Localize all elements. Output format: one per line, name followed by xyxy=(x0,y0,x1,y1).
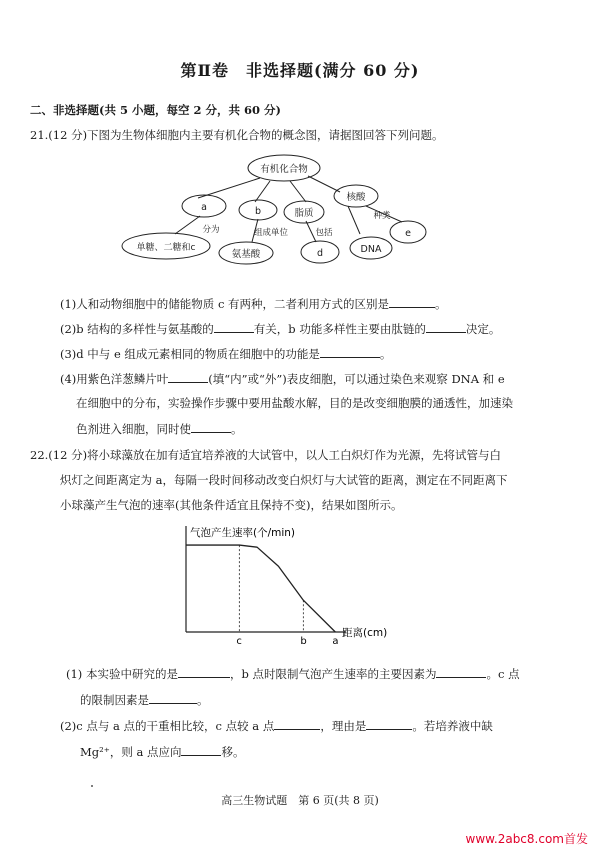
answer-blank xyxy=(168,371,208,383)
edge-lipid-label: 包括 xyxy=(315,228,333,238)
x-tick-c: c xyxy=(236,636,242,647)
answer-blank xyxy=(274,718,320,730)
answer-blank xyxy=(214,321,254,333)
page-title: 第Ⅱ卷 非选择题(满分 60 分) xyxy=(180,61,420,80)
node-dna-label: DNA xyxy=(360,244,382,255)
node-d-label: d xyxy=(316,248,324,259)
answer-blank xyxy=(436,666,486,678)
edge-root-lipid xyxy=(290,181,306,202)
q21-item-4-line3: 色剂进入细胞，同时使 。 xyxy=(76,422,243,436)
edge-a-mono xyxy=(175,216,200,234)
node-e-label: e xyxy=(405,228,411,239)
q21-item-4-line2: 在细胞中的分布，实验操作步骤中要用盐酸水解，目的是改变细胞膜的通透性，加速染 xyxy=(76,396,513,410)
question-22-stem-line3: 小球藻产生气泡的速率(其他条件适宜且保持不变)，结果如图所示。 xyxy=(60,498,403,512)
question-22-stem-line2: 炽灯之间距离定为 a，每隔一段时间移动改变白炽灯与大试管的距离，测定在不同距离下 xyxy=(60,473,508,487)
answer-blank xyxy=(366,718,412,730)
edge-nucleic-dna xyxy=(348,206,360,234)
q22-item-1: (1) 本实验中研究的是 ，b 点时限制气泡产生速率的主要因素为 。c 点 xyxy=(66,667,520,681)
q21-item-2: (2)b 结构的多样性与氨基酸的 有关，b 功能多样性主要由肽链的 决定。 xyxy=(60,322,501,336)
rate-distance-chart xyxy=(170,520,410,650)
y-axis-label: 气泡产生速率(个/min) xyxy=(190,527,296,539)
q22-item-2-line2: Mg²⁺，则 a 点应向 移。 xyxy=(80,745,245,759)
edge-nucleic-label: 种类 xyxy=(373,211,391,221)
series-line xyxy=(186,545,335,632)
x-axis-label: 距离(cm) xyxy=(342,627,388,639)
section-heading: 二、非选择题(共 5 小题，每空 2 分，共 60 分) xyxy=(30,103,281,117)
node-a-label: a xyxy=(201,202,207,213)
watermark: www.2abc8.com首发 xyxy=(465,832,588,846)
q22-item-2: (2)c 点与 a 点的干重相比较，c 点较 a 点 ，理由是 。若培养液中缺 xyxy=(60,719,493,733)
edge-b-label: 组成单位 xyxy=(253,228,289,238)
q21-item-1: (1)人和动物细胞中的储能物质 c 有两种，二者利用方式的区别是 。 xyxy=(60,297,447,311)
node-amino-label: 氨基酸 xyxy=(231,249,261,260)
q21-item-4: (4)用紫色洋葱鳞片叶 (填“内”或“外”)表皮细胞，可以通过染色来观察 DNA 和 e xyxy=(60,372,505,386)
question-21-stem: 21.(12 分)下图为生物体细胞内主要有机化合物的概念图，请据图回答下列问题。 xyxy=(30,128,444,142)
x-tick-a: a xyxy=(332,636,339,647)
edge-root-b xyxy=(255,181,270,202)
answer-blank xyxy=(191,421,231,433)
concept-map-diagram xyxy=(120,150,450,268)
scan-dot xyxy=(91,785,93,787)
node-b-label: b xyxy=(254,206,262,217)
node-lipid-label: 脂质 xyxy=(294,208,314,219)
node-nucleic-label: 核酸 xyxy=(346,192,366,203)
answer-blank xyxy=(149,692,197,704)
answer-blank xyxy=(181,744,221,756)
node-root-label: 有机化合物 xyxy=(260,164,308,175)
x-tick-b: b xyxy=(300,636,307,647)
answer-blank xyxy=(178,666,230,678)
edge-root-nucleic xyxy=(308,176,340,192)
q21-item-3: (3)d 中与 e 组成元素相同的物质在细胞中的功能是 。 xyxy=(60,347,392,361)
answer-blank xyxy=(426,321,466,333)
q22-item-1-line2: 的限制因素是 。 xyxy=(80,693,209,707)
node-mono-label: 单糖、二糖和c xyxy=(136,243,196,253)
page-footer: 高三生物试题 第 6 页(共 8 页) xyxy=(221,794,379,807)
answer-blank xyxy=(320,346,380,358)
answer-blank xyxy=(389,296,435,308)
question-22-stem-line1: 22.(12 分)将小球藻放在加有适宜培养液的大试管中，以人工白炽灯作为光源，先将试管与白 xyxy=(30,448,502,462)
edge-a-label: 分为 xyxy=(202,225,220,235)
